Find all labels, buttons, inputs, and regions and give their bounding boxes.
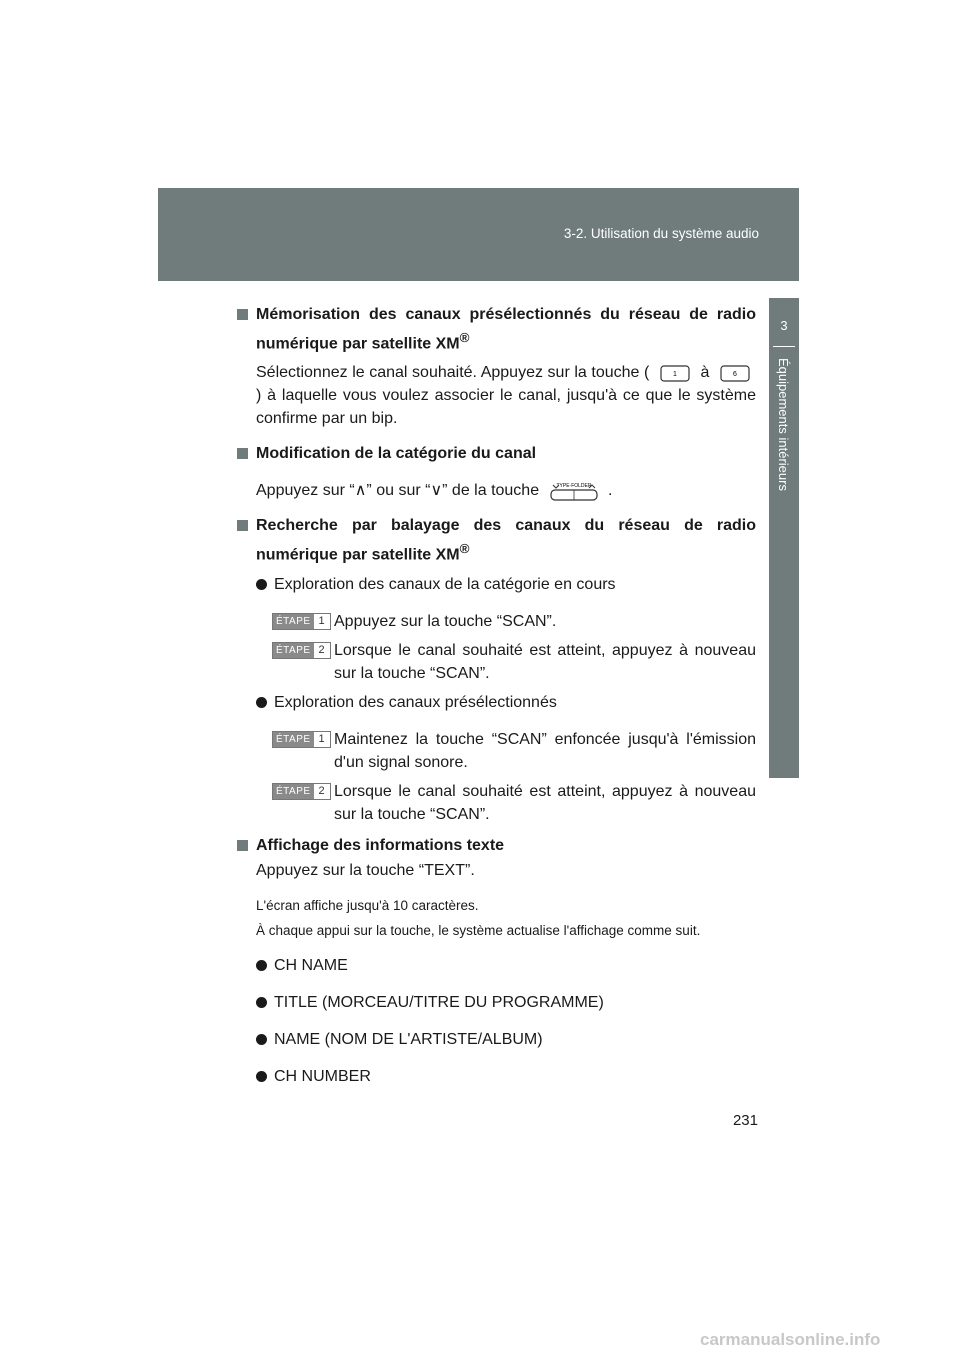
preset-1-key-icon: [660, 365, 690, 382]
square-bullet-icon: [237, 520, 248, 531]
preset-6-key-label: 6: [733, 370, 737, 378]
section-title-recherche: Recherche par balayage des canaux du réseau de radio numérique par satellite XM®: [236, 514, 756, 566]
page-content: [236, 303, 756, 1088]
display-item: CH NAME: [236, 954, 756, 977]
step-item: ÉTAPE 2 Lorsque le canal souhaité est atteint, appuyez à nouveau sur la touche “SCAN”.: [236, 780, 756, 826]
section-title-categorie: Modification de la catégorie du canal: [236, 442, 756, 465]
note-actualisation: À chaque appui sur la touche, le système actualise l'affichage comme suit.: [256, 922, 701, 938]
preset-1-key-label: 1: [672, 370, 677, 378]
step-item: ÉTAPE 2 Lorsque le canal souhaité est atteint, appuyez à nouveau sur la touche “SCAN”.: [236, 639, 756, 685]
type-folder-key-icon: [550, 481, 598, 501]
watermark: carmanualsonline.info: [700, 1330, 881, 1349]
section-title-affichage: Affichage des informations texte: [236, 834, 756, 857]
note-caracteres: L'écran affiche jusqu'à 10 caractères.: [256, 897, 479, 913]
round-bullet-icon: [256, 1034, 267, 1045]
round-bullet-icon: [256, 997, 267, 1008]
step-item: ÉTAPE 1 Appuyez sur la touche “SCAN”.: [236, 610, 756, 633]
round-bullet-icon: [256, 697, 267, 708]
square-bullet-icon: [237, 840, 248, 851]
section-title-memorisation: Mémorisation des canaux présélectionnés du réseau de radio numérique par satellite XM®: [236, 303, 756, 355]
page-number: 231: [732, 1112, 758, 1129]
type-folder-key-label: TYPE·FOLDER: [556, 483, 592, 490]
section-text-memorisation: Sélectionnez le canal souhaité. Appuyez sur la touche ( 1 à 6 ) à laquelle vous voulez associer le canal, jusqu'à ce que le système confirme par un bip.: [256, 364, 756, 428]
step-badge: ÉTAPE 1: [272, 731, 331, 748]
display-item: TITLE (MORCEAU/TITRE DU PROGRAMME): [236, 991, 756, 1014]
section-text-categorie: Appuyez sur “∧” ou sur “∨” de la touche TYPE·FOLDER .: [256, 482, 613, 500]
chapter-number: 3: [780, 318, 788, 333]
step-badge: ÉTAPE 2: [272, 642, 331, 659]
bullet-preselectionnes: Exploration des canaux présélectionnés: [236, 691, 756, 714]
chapter-side-tab: [769, 298, 799, 778]
round-bullet-icon: [256, 579, 267, 590]
bullet-categorie-en-cours: Exploration des canaux de la catégorie en cours: [236, 573, 756, 596]
square-bullet-icon: [237, 448, 248, 459]
section-text-affichage: Appuyez sur la touche “TEXT”.: [256, 861, 475, 879]
square-bullet-icon: [237, 309, 248, 320]
section-breadcrumb: 3-2. Utilisation du système audio: [563, 226, 759, 241]
chapter-label: Équipements intérieurs: [776, 358, 791, 491]
round-bullet-icon: [256, 960, 267, 971]
step-badge: ÉTAPE 1: [272, 613, 331, 630]
registered-mark: ®: [459, 541, 470, 557]
header-band: [158, 188, 799, 281]
step-item: ÉTAPE 1 Maintenez la touche “SCAN” enfoncée jusqu'à l'émission d'un signal sonore.: [236, 728, 756, 774]
display-item: CH NUMBER: [236, 1065, 756, 1088]
registered-mark: ®: [459, 330, 470, 345]
display-item: NAME (NOM DE L'ARTISTE/ALBUM): [236, 1028, 756, 1051]
preset-6-key-icon: [720, 365, 750, 382]
side-tab-divider: [773, 346, 795, 347]
round-bullet-icon: [256, 1071, 267, 1082]
step-badge: ÉTAPE 2: [272, 783, 331, 800]
